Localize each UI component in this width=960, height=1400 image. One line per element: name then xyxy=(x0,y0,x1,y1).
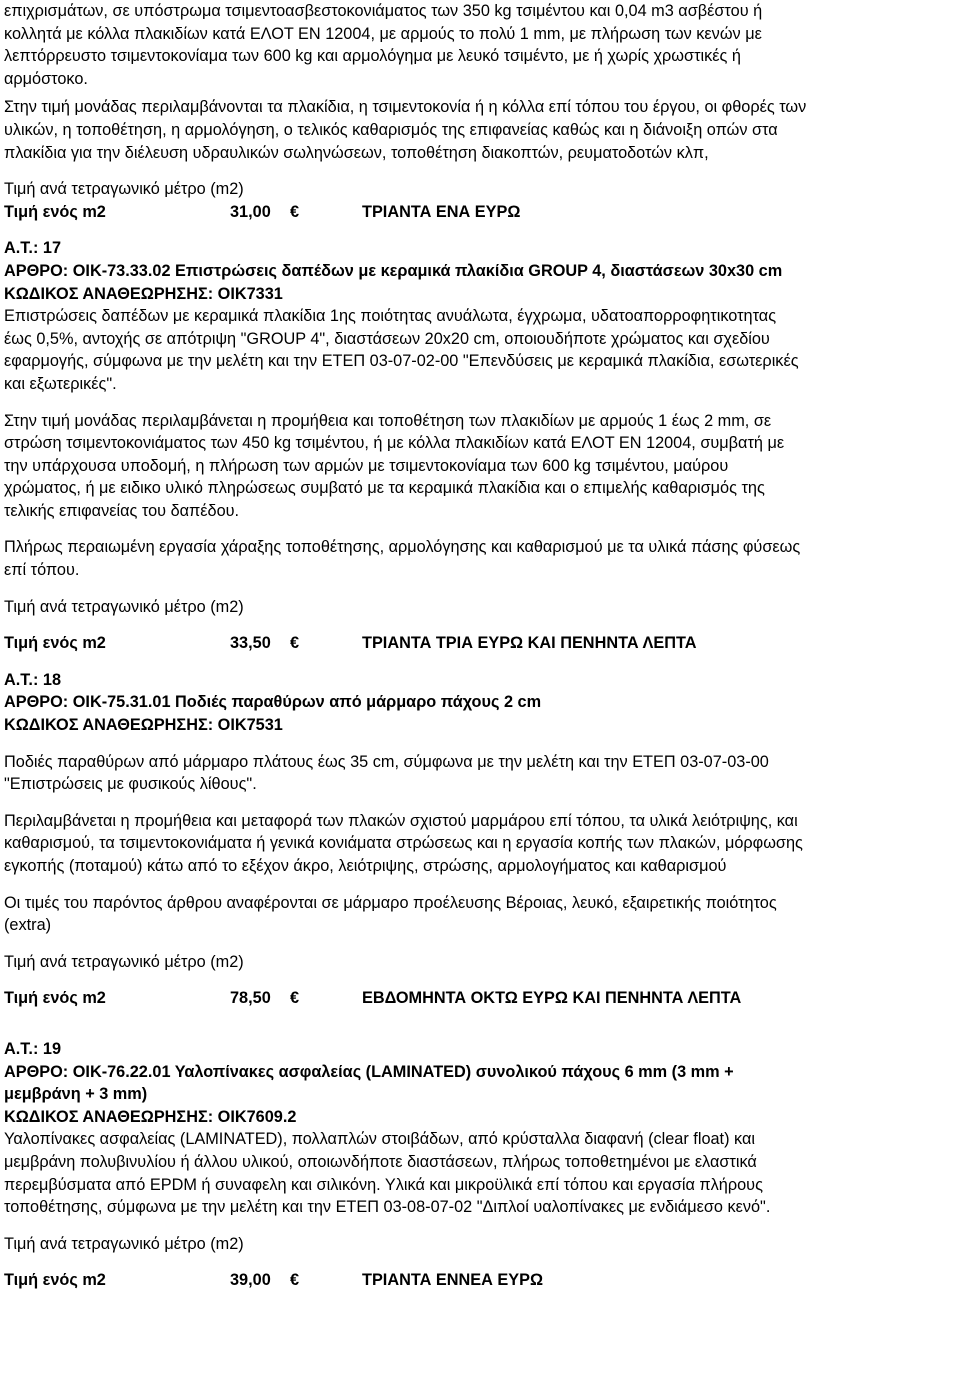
unit-label: Τιμή ανά τετραγωνικό μέτρο (m2) xyxy=(4,952,244,971)
price-label: Τιμή ενός m2 xyxy=(4,989,106,1008)
euro-symbol: € xyxy=(290,1271,300,1290)
price-label: Τιμή ενός m2 xyxy=(4,1271,106,1290)
intro-line: λεπτόρρευστο τσιμεντοκονίαμα των 600 kg και αρμολόγημα με λευκό τσιμέντο, με ή χωρίς χρωστικές ή xyxy=(4,47,741,66)
euro-symbol: € xyxy=(290,634,300,653)
euro-symbol: € xyxy=(290,202,300,221)
article-title: ΑΡΘΡΟ: ΟΙΚ-73.33.02 Επιστρώσεις δαπέδων με κεραμικά πλακίδια GROUP 4, διαστάσεων 30x30 cm xyxy=(4,261,783,280)
price-words: ΤΡΙΑΝΤΑ ΤΡΙΑ ΕΥΡΩ ΚΑΙ ΠΕΝΗΝΤΑ ΛΕΠΤΑ xyxy=(362,634,697,653)
unit-label: Τιμή ανά τετραγωνικό μέτρο (m2) xyxy=(4,180,244,199)
desc-line: τοποθέτησης, σύμφωνα με την μελέτη και την ΕΤΕΠ 03-08-07-02 "Διπλοί υαλοπίνακες με ενδιάμεσο κενό". xyxy=(4,1198,771,1217)
note-line: χρώματος, ή με ειδικο υλικό πληρώσεως συμβατό με τα κεραμικά πλακίδια και ο επιμελής καθαρισμός της xyxy=(4,479,765,498)
unit-label: Τιμή ανά τετραγωνικό μέτρο (m2) xyxy=(4,1234,244,1253)
note-line: εγκοπής (ποταμού) κάτω από το εξέχον άκρο, λειότριψης, στρώσης, αρμολογήματος και καθαρισμού xyxy=(4,857,727,875)
title-line: ΑΡΘΡΟ: ΟΙΚ-76.22.01 Υαλοπίνακες ασφαλείας (LAMINATED) συνολικού πάχους 6 mm (3 mm + xyxy=(4,1062,734,1081)
price-words: ΕΒΔΟΜΗΝΤΑ ΟΚΤΩ ΕΥΡΩ ΚΑΙ ΠΕΝΗΝΤΑ ΛΕΠΤΑ xyxy=(362,989,742,1008)
article-description xyxy=(4,1128,956,1218)
desc-line: μεμβράνη πολυβινυλίου ή άλλου υλικού, οποιωνδήποτε διαστάσεων, πλήρως τοποθετημένοι με ελαστικά xyxy=(4,1152,757,1171)
price-row xyxy=(4,632,956,655)
unit-label: Τιμή ανά τετραγωνικό μέτρο (m2) xyxy=(4,597,244,616)
revision-code: ΚΩΔΙΚΟΣ ΑΝΑΘΕΩΡΗΣΗΣ: ΟΙΚ7609.2 xyxy=(4,1107,297,1126)
title-line: μεμβράνη + 3 mm) xyxy=(4,1085,148,1104)
article-title xyxy=(4,1061,956,1106)
note-line: Πλήρως περαιωμένη εργασία χάραξης τοποθέτησης, αρμολόγησης και καθαρισμού με τα υλικά πάσης φύσεως xyxy=(4,538,801,557)
desc-line: και εξωτερικές". xyxy=(4,374,117,393)
article-note xyxy=(4,810,956,878)
price-value: 33,50 xyxy=(230,634,271,653)
price-row xyxy=(4,1269,956,1292)
desc-line: περεμβύσματα από EPDM ή συναφελη και σιλικόνη. Υλικά και μικροϋλικά επί τόπου και εργασία πλήρους xyxy=(4,1175,763,1194)
document-page xyxy=(4,0,956,1292)
note-line: πλακίδια για την διέλευση υδραυλικών σωληνώσεων, τοποθέτηση διακοπτών, ρευματοδοτών κλπ, xyxy=(4,143,709,162)
price-label: Τιμή ενός m2 xyxy=(4,634,106,653)
note-line: Οι τιμές του παρόντος άρθρου αναφέρονται σε μάρμαρο προέλευσης Βέροιας, λευκό, εξαιρετικής ποιότητος xyxy=(4,893,777,912)
article-description xyxy=(4,305,956,395)
intro-line: επιχρισμάτων, σε υπόστρωμα τσιμεντοασβεστοκονιάματος των 350 kg τσιμέντου και 0,04 m3 ασβέστου ή xyxy=(4,2,763,20)
article-note xyxy=(4,892,956,937)
intro-line: αρμόστοκο. xyxy=(4,69,88,88)
desc-line: Ποδιές παραθύρων από μάρμαρο πλάτους έως 35 cm, σύμφωνα με την μελέτη και την ΕΤΕΠ 03-07-03-00 xyxy=(4,752,769,771)
article-note xyxy=(4,536,956,581)
price-words: ΤΡΙΑΝΤΑ ΕΝΝΕΑ ΕΥΡΩ xyxy=(362,1271,544,1290)
desc-line: εφαρμογής, σύμφωνα με την μελέτη και την ΕΤΕΠ 03-07-02-00 "Επενδύσεις με κεραμικά πλακίδια, εσωτερικές xyxy=(4,352,799,371)
desc-line: Υαλοπίνακες ασφαλείας (LAMINATED), πολλαπλών στοιβάδων, από κρύσταλλα διαφανή (clear float) και xyxy=(4,1130,756,1149)
article-number: Α.Τ.: 18 xyxy=(4,670,62,689)
revision-code: ΚΩΔΙΚΟΣ ΑΝΑΘΕΩΡΗΣΗΣ: ΟΙΚ7531 xyxy=(4,716,283,735)
note-line: Περιλαμβάνεται η προμήθεια και μεταφορά των πλακών σχιστού μαρμάρου επί τόπου, τα υλικά λειότριψης, και xyxy=(4,811,798,830)
article16-note xyxy=(4,96,956,164)
note-line: τελικής επιφανείας του δαπέδου. xyxy=(4,501,240,520)
intro-paragraph xyxy=(4,0,956,90)
price-value: 78,50 xyxy=(230,989,271,1008)
price-row xyxy=(4,987,956,1010)
desc-line: έως 0,5%, αντοχής σε απότριψη "GROUP 4", διαστάσεων 20x20 cm, οποιουδήποτε χρώματος και σχεδίου xyxy=(4,329,770,348)
price-value: 31,00 xyxy=(230,202,271,221)
revision-code: ΚΩΔΙΚΟΣ ΑΝΑΘΕΩΡΗΣΗΣ: ΟΙΚ7331 xyxy=(4,284,283,303)
note-line: υλικών, η τοποθέτηση, η αρμολόγηση, ο τελικός καθαρισμός της επιφανείας καθώς και η διάνοιξη οπών στα xyxy=(4,120,778,139)
article-note xyxy=(4,410,956,523)
note-line: την υπάρχουσα υποδομή, η πλήρωση των αρμών με τσιμεντοκονίαμα των 600 kg τσιμέντου, μαύρου xyxy=(4,456,729,475)
note-line: επί τόπου. xyxy=(4,561,80,580)
desc-line: "Επιστρώσεις με φυσικούς λίθους". xyxy=(4,775,257,794)
article-number: Α.Τ.: 17 xyxy=(4,239,62,258)
price-value: 39,00 xyxy=(230,1271,271,1290)
euro-symbol: € xyxy=(290,989,300,1008)
note-line: στρώση τσιμεντοκονιάματος των 450 kg τσιμέντου, ή με κόλλα πλακιδίων κατά ΕΛΟΤ ΕΝ 12004, συμβατή με xyxy=(4,434,785,453)
note-line: Στην τιμή μονάδας περιλαμβάνονται τα πλακίδια, η τσιμεντοκονία ή η κόλλα επί τόπου του έργου, οι φθορές των xyxy=(4,98,807,117)
price-words: ΤΡΙΑΝΤΑ ΕΝΑ ΕΥΡΩ xyxy=(362,202,521,221)
note-line: καθαρισμού, τα τσιμεντοκονιάματα ή γενικά κονιάματα στρώσεως και η εργασία κοπής των πλακών, μόρφωσης xyxy=(4,834,803,853)
intro-line: κολλητά με κόλλα πλακιδίων κατά ΕΛΟΤ ΕΝ 12004, με αρμούς το πολύ 1 mm, με πλήρωση των κενών με xyxy=(4,24,762,43)
article-description xyxy=(4,751,956,796)
article-title: ΑΡΘΡΟ: ΟΙΚ-75.31.01 Ποδιές παραθύρων από μάρμαρο πάχους 2 cm xyxy=(4,693,542,712)
price-row xyxy=(4,201,956,224)
note-line: Στην τιμή μονάδας περιλαμβάνεται η προμήθεια και τοποθέτηση των πλακιδίων με αρμούς 1 έως 2 mm, σε xyxy=(4,411,772,430)
note-line: (extra) xyxy=(4,916,52,935)
article-number: Α.Τ.: 19 xyxy=(4,1039,62,1058)
price-label: Τιμή ενός m2 xyxy=(4,202,106,221)
desc-line: Επιστρώσεις δαπέδων με κεραμικά πλακίδια 1ης ποιότητας ανυάλωτα, έγχρωμα, υδατοαπορροφητικοτητας xyxy=(4,307,777,326)
